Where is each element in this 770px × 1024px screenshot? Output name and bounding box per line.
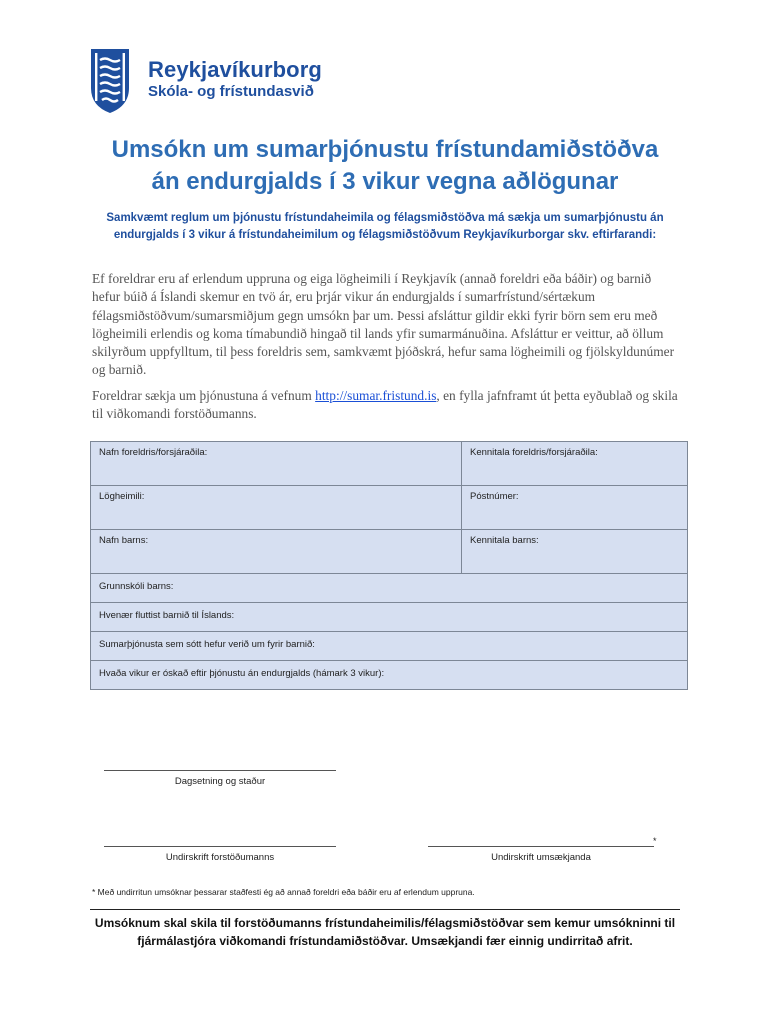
parent-id-field[interactable] [462, 442, 688, 486]
organization-logotype [148, 58, 322, 102]
document-title [0, 134, 770, 198]
postcode-label: Póstnúmer: [470, 491, 519, 502]
application-form-table [90, 441, 688, 690]
applicant-signature-block[interactable] [428, 846, 654, 863]
school-field[interactable] [91, 574, 688, 603]
domicile-field[interactable] [91, 486, 462, 530]
eligibility-paragraph: Ef foreldrar eru af erlendum uppruna og eiga lögheimili í Reykjavík (annað foreldri eða báðir) og barnið hefur búið á Íslandi skemur en tvö ár, eru þrjár vikur án endurgjalds í sumarfrístund/sértækum félagsmiðstöðvum/sumarsmiðjum gegn umsókn þar um. Þessi afsláttur gildir ekki fyrir börn sem eru með lögheimili erlendis og koma tímabundið hingað til lands yfir sumarmánuðina. Afsláttur er veittur, að öllum skilyrðum uppfylltum, til þess foreldris sem, samkvæmt þjóðskrá, hefur sama lögheimili og fjölskyldunúmer og barnið. [92, 271, 675, 378]
domicile-label: Lögheimili: [99, 491, 145, 502]
applicant-signature-line [428, 846, 654, 847]
instructions-text-after: , en fylla jafnframt út þetta eyðublað og skila til viðkomandi forstöðumanns. [92, 388, 678, 422]
applied-service-label: Sumarþjónusta sem sótt hefur verið um fyrir barnið: [99, 639, 315, 650]
date-place-label: Dagsetning og staður [174, 776, 266, 787]
title-line-1: Umsókn um sumarþjónustu frístundamiðstöðva [111, 136, 659, 163]
title-line-2: án endurgjalds í 3 vikur vegna aðlögunar [151, 168, 619, 195]
application-website-link[interactable]: http://sumar.fristund.is [315, 388, 437, 403]
parent-name-label: Nafn foreldris/forsjáraðila: [99, 447, 208, 458]
footnote: * Með undirritun umsóknar þessarar staðfesti ég að annað foreldri eða báðir eru af erlendum uppruna. [92, 887, 475, 897]
organization-name: Reykjavíkurborg [148, 57, 322, 82]
submission-note: Umsóknum skal skila til forstöðumanns frístundaheimilis/félagsmiðstöðvar sem kemur umsókninni til fjármálastjóra viðkomandi frístundamiðstöðvar. Umsækjandi fær einnig undirritað afrit. [94, 916, 676, 948]
applicant-signature-label: Undirskrift umsækjanda [491, 852, 591, 863]
weeks-requested-field[interactable] [91, 661, 688, 690]
director-signature-block[interactable] [104, 846, 336, 863]
child-id-label: Kennitala barns: [470, 535, 539, 546]
weeks-requested-label: Hvaða vikur er óskað eftir þjónustu án endurgjalds (hámark 3 vikur): [99, 668, 385, 679]
director-signature-line [104, 846, 336, 847]
parent-name-field[interactable] [91, 442, 462, 486]
date-place-signature-block[interactable] [104, 770, 336, 787]
moved-date-field[interactable] [91, 603, 688, 632]
school-label: Grunnskóli barns: [99, 581, 174, 592]
parent-id-label: Kennitala foreldris/forsjáraðila: [470, 447, 598, 458]
instructions-text-before: Foreldrar sækja um þjónustuna á vefnum [92, 388, 316, 403]
child-name-field[interactable] [91, 530, 462, 574]
date-place-line [104, 770, 336, 771]
department-name: Skóla- og frístundasvið [148, 83, 314, 100]
document-subtitle: Samkvæmt reglum um þjónustu frístundaheimila og félagsmiðstöðva má sækja um sumarþjónustu án endurgjalds í 3 vikur á frístundaheimilum og félagsmiðstöðvum Reykjavíkurborgar skv. eftirfarandi: [106, 212, 664, 241]
moved-date-label: Hvenær fluttist barnið til Íslands: [99, 610, 235, 621]
child-id-field[interactable] [462, 530, 688, 574]
applied-service-field[interactable] [91, 632, 688, 661]
reykjavik-coat-of-arms-logo [90, 48, 130, 114]
instructions-paragraph [92, 387, 682, 424]
child-name-label: Nafn barns: [99, 535, 149, 546]
applicant-asterisk: * [653, 836, 657, 846]
divider-line [90, 909, 680, 910]
director-signature-label: Undirskrift forstöðumanns [165, 852, 275, 863]
postcode-field[interactable] [462, 486, 688, 530]
